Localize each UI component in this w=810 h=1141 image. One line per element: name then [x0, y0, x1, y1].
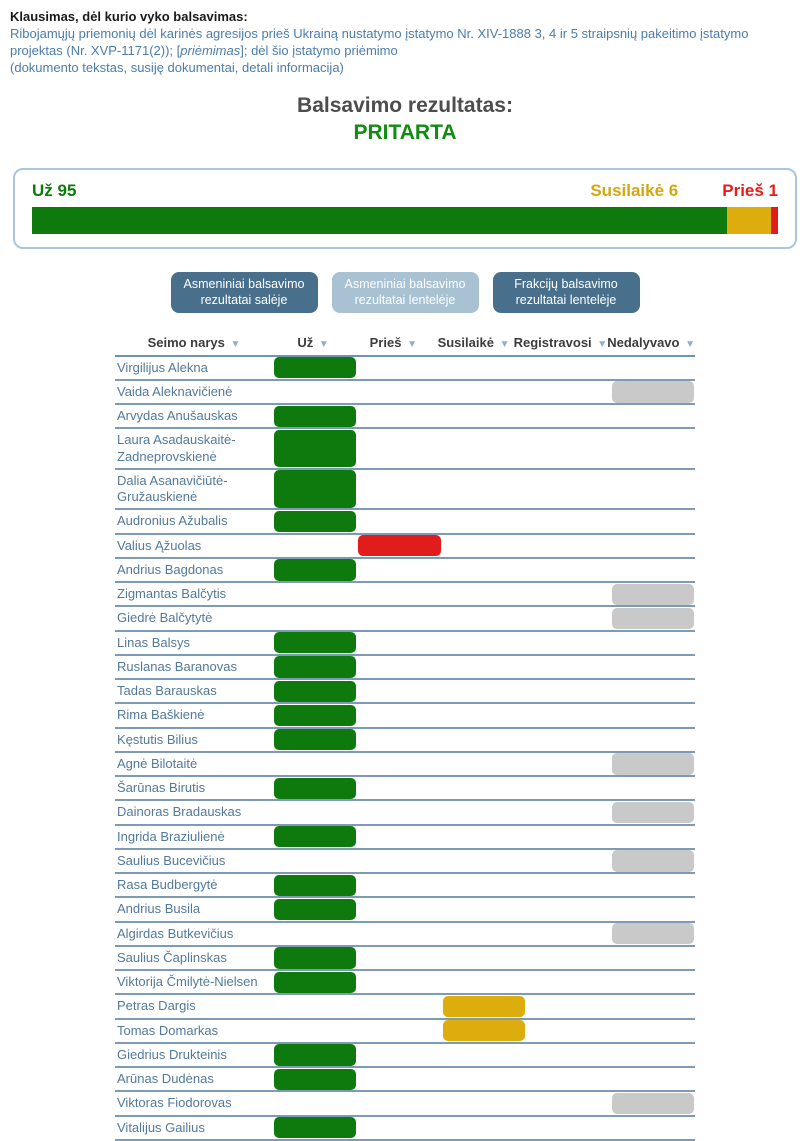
vote-cell-pries — [357, 357, 441, 379]
vote-cell-nedalyvavo — [611, 923, 695, 945]
vote-cell-susilaike — [442, 583, 526, 605]
vote-cell-uz — [273, 971, 357, 993]
vote-cell-nedalyvavo — [611, 753, 695, 775]
vote-cell-pries — [357, 583, 441, 605]
vote-bar-nedalyvavo — [612, 584, 694, 605]
table-row — [115, 923, 695, 947]
column-header-seimo-narys[interactable]: Seimo narys ▼ — [147, 334, 241, 350]
vote-bar-nedalyvavo — [612, 608, 694, 629]
vote-cell-uz — [273, 1092, 357, 1114]
summary-labels — [32, 181, 778, 201]
sort-down-icon: ▼ — [407, 338, 417, 350]
vote-cell-uz — [273, 559, 357, 581]
vote-bar-uz — [274, 470, 356, 508]
summary-bar-pries — [771, 207, 778, 234]
vote-cell-nedalyvavo — [611, 1068, 695, 1090]
vote-bar-nedalyvavo — [612, 850, 694, 871]
sort-down-icon: ▼ — [318, 338, 329, 350]
table-row — [115, 971, 695, 995]
vote-cell-uz — [273, 357, 357, 379]
question-label: Klausimas, dėl kurio vyko balsavimas: — [10, 9, 248, 24]
vote-bar-nedalyvavo — [612, 923, 694, 944]
vote-cell-pries — [357, 656, 441, 678]
vote-cell-uz — [273, 510, 357, 532]
vote-cell-pries — [357, 1117, 441, 1139]
vote-cell-registravosi — [526, 704, 610, 726]
member-name-link[interactable]: Valius Ąžuolas — [117, 537, 202, 553]
vote-cell-nedalyvavo — [611, 898, 695, 920]
member-name-link[interactable]: Zigmantas Balčytis — [117, 586, 227, 602]
column-header-susilaike[interactable]: Susilaikė ▼ — [437, 334, 510, 350]
vote-cell-pries — [357, 923, 441, 945]
member-name-link[interactable]: Rima Baškienė — [117, 707, 205, 723]
vote-cell-registravosi — [526, 510, 610, 532]
table-row — [115, 583, 695, 607]
vote-cell-nedalyvavo — [611, 947, 695, 969]
personal-results-table-button[interactable]: Asmeniniai balsavimo rezultatai lentelėje — [332, 272, 479, 313]
vote-bar-uz — [274, 1069, 356, 1090]
vote-cell-nedalyvavo — [611, 535, 695, 557]
vote-cell-pries — [357, 405, 441, 427]
vote-cell-registravosi — [526, 729, 610, 751]
vote-cell-pries — [357, 535, 441, 557]
vote-cell-uz — [273, 995, 357, 1017]
vote-cell-uz — [273, 535, 357, 557]
member-name-link[interactable]: Vitalijus Gailius — [117, 1119, 205, 1135]
vote-cell-nedalyvavo — [611, 704, 695, 726]
vote-cell-pries — [357, 898, 441, 920]
member-name-link[interactable]: Tomas Domarkas — [117, 1022, 219, 1038]
vote-bar-nedalyvavo — [612, 802, 694, 823]
vote-cell-nedalyvavo — [611, 971, 695, 993]
vote-cell-nedalyvavo — [611, 656, 695, 678]
vote-cell-uz — [273, 429, 357, 468]
vote-bar-uz — [274, 729, 356, 750]
vote-cell-registravosi — [526, 947, 610, 969]
vote-bar-uz — [274, 1117, 356, 1138]
vote-bar-uz — [274, 826, 356, 847]
result-title: Balsavimo rezultatas: — [297, 93, 513, 117]
sort-down-icon: ▼ — [685, 338, 695, 350]
question-text — [10, 25, 800, 59]
vote-bar-pries — [358, 535, 440, 556]
vote-cell-registravosi — [526, 971, 610, 993]
vote-cell-pries — [357, 801, 441, 823]
vote-cell-uz — [273, 405, 357, 427]
vote-cell-nedalyvavo — [611, 1117, 695, 1139]
member-name-link[interactable]: Viktoras Fiodorovas — [117, 1095, 232, 1111]
vote-cell-susilaike — [442, 753, 526, 775]
vote-cell-registravosi — [526, 1020, 610, 1042]
vote-cell-uz — [273, 680, 357, 702]
member-name-link[interactable]: Dalia Asanavičiūtė-Gružauskienė — [117, 472, 228, 505]
vote-cell-pries — [357, 632, 441, 654]
vote-cell-registravosi — [526, 1044, 610, 1066]
vote-cell-pries — [357, 777, 441, 799]
vote-cell-susilaike — [442, 826, 526, 848]
vote-cell-pries — [357, 1068, 441, 1090]
table-row — [115, 429, 695, 470]
vote-cell-registravosi — [526, 559, 610, 581]
vote-cell-susilaike — [442, 1092, 526, 1114]
vote-bar-susilaike — [443, 1020, 525, 1041]
member-name-link[interactable]: Laura Asadauskaitė-Zadneprovskienė — [117, 432, 236, 464]
vote-cell-registravosi — [526, 1117, 610, 1139]
member-name-link[interactable]: Dainoras Bradauskas — [117, 804, 242, 820]
vote-cell-uz — [273, 850, 357, 872]
table-row — [115, 680, 695, 704]
table-row — [115, 1117, 695, 1141]
table-row — [115, 1044, 695, 1068]
vote-cell-registravosi — [526, 898, 610, 920]
vote-cell-uz — [273, 632, 357, 654]
detailed-info-link[interactable]: detali informacija — [242, 60, 340, 76]
vote-cell-susilaike — [442, 923, 526, 945]
table-row — [115, 729, 695, 753]
vote-cell-registravosi — [526, 405, 610, 427]
vote-cell-registravosi — [526, 874, 610, 896]
vote-cell-susilaike — [442, 874, 526, 896]
vote-cell-susilaike — [442, 1117, 526, 1139]
vote-cell-susilaike — [442, 777, 526, 799]
member-name-link[interactable]: Viktorija Čmilytė-Nielsen — [117, 974, 258, 990]
vote-cell-nedalyvavo — [611, 381, 695, 403]
vote-cell-uz — [273, 923, 357, 945]
table-row — [115, 753, 695, 777]
vote-cell-susilaike — [442, 607, 526, 629]
vote-cell-susilaike — [442, 559, 526, 581]
vote-bar-uz — [274, 357, 356, 378]
table-row — [115, 995, 695, 1019]
vote-cell-nedalyvavo — [611, 357, 695, 379]
summary-pries-label: Prieš 1 — [722, 180, 778, 200]
member-name-link[interactable]: Linas Balsys — [117, 634, 190, 650]
vote-cell-pries — [357, 559, 441, 581]
table-row — [115, 405, 695, 429]
vote-cell-registravosi — [526, 583, 610, 605]
vote-cell-uz — [273, 874, 357, 896]
question-block — [0, 0, 810, 77]
vote-cell-susilaike — [442, 1044, 526, 1066]
member-name-link[interactable]: Tadas Barauskas — [117, 683, 217, 699]
table-row — [115, 1020, 695, 1044]
vote-cell-nedalyvavo — [611, 874, 695, 896]
vote-cell-pries — [357, 470, 441, 509]
vote-bar-uz — [274, 559, 356, 580]
vote-cell-uz — [273, 583, 357, 605]
result-outcome: PRITARTA — [353, 120, 457, 144]
vote-cell-susilaike — [442, 632, 526, 654]
vote-cell-susilaike — [442, 510, 526, 532]
vote-cell-susilaike — [442, 1020, 526, 1042]
table-row — [115, 801, 695, 825]
summary-bar-susilaike — [727, 207, 771, 234]
table-row — [115, 559, 695, 583]
vote-cell-uz — [273, 607, 357, 629]
vote-bar-nedalyvavo — [612, 381, 694, 402]
vote-cell-registravosi — [526, 801, 610, 823]
member-name-link[interactable]: Saulius Čaplinskas — [117, 949, 227, 965]
vote-cell-registravosi — [526, 826, 610, 848]
vote-cell-uz — [273, 1068, 357, 1090]
vote-cell-registravosi — [526, 357, 610, 379]
vote-cell-nedalyvavo — [611, 607, 695, 629]
vote-cell-nedalyvavo — [611, 729, 695, 751]
vote-cell-susilaike — [442, 381, 526, 403]
vote-cell-uz — [273, 1020, 357, 1042]
member-name-link[interactable]: Agnė Bilotaitė — [117, 755, 198, 771]
vote-cell-pries — [357, 1092, 441, 1114]
vote-bar-uz — [274, 656, 356, 677]
vote-cell-pries — [357, 874, 441, 896]
vote-cell-pries — [357, 607, 441, 629]
vote-cell-pries — [357, 753, 441, 775]
vote-cell-susilaike — [442, 704, 526, 726]
member-name-link[interactable]: Kęstutis Bilius — [117, 731, 198, 747]
vote-cell-registravosi — [526, 607, 610, 629]
vote-cell-nedalyvavo — [611, 850, 695, 872]
vote-cell-registravosi — [526, 381, 610, 403]
table-row — [115, 381, 695, 405]
member-name-link[interactable]: Vaida Aleknavičienė — [117, 383, 233, 399]
member-name-link[interactable]: Giedrius Drukteinis — [117, 1046, 227, 1062]
vote-cell-registravosi — [526, 680, 610, 702]
vote-cell-nedalyvavo — [611, 801, 695, 823]
vote-cell-susilaike — [442, 429, 526, 468]
vote-bar-uz — [274, 511, 356, 532]
vote-cell-susilaike — [442, 947, 526, 969]
vote-cell-registravosi — [526, 632, 610, 654]
vote-cell-uz — [273, 753, 357, 775]
vote-cell-registravosi — [526, 1092, 610, 1114]
table-row — [115, 947, 695, 971]
member-name-link[interactable]: Arvydas Anušauskas — [117, 408, 238, 424]
member-name-link[interactable]: Ruslanas Baranovas — [117, 658, 237, 674]
vote-cell-registravosi — [526, 777, 610, 799]
vote-cell-susilaike — [442, 729, 526, 751]
vote-cell-nedalyvavo — [611, 680, 695, 702]
sort-down-icon: ▼ — [230, 338, 241, 350]
summary-bar-uz — [32, 207, 727, 234]
vote-cell-registravosi — [526, 656, 610, 678]
column-header-pries[interactable]: Prieš ▼ — [369, 334, 417, 350]
vote-cell-pries — [357, 850, 441, 872]
vote-bar-uz — [274, 430, 356, 468]
vote-cell-pries — [357, 680, 441, 702]
vote-cell-susilaike — [442, 535, 526, 557]
vote-cell-nedalyvavo — [611, 583, 695, 605]
vote-cell-registravosi — [526, 923, 610, 945]
vote-cell-susilaike — [442, 898, 526, 920]
member-name-link[interactable]: Šarūnas Birutis — [117, 780, 206, 796]
vote-cell-pries — [357, 1020, 441, 1042]
faction-results-table-button[interactable]: Frakcijų balsavimo rezultatai lentelėje — [493, 272, 640, 313]
vote-cell-uz — [273, 704, 357, 726]
result-heading — [0, 94, 810, 145]
vote-cell-pries — [357, 947, 441, 969]
table-row — [115, 1092, 695, 1116]
vote-cell-susilaike — [442, 357, 526, 379]
vote-cell-pries — [357, 429, 441, 468]
vote-cell-uz — [273, 729, 357, 751]
vote-cell-nedalyvavo — [611, 1092, 695, 1114]
vote-cell-nedalyvavo — [611, 559, 695, 581]
vote-cell-registravosi — [526, 429, 610, 468]
table-row — [115, 607, 695, 631]
vote-bar-uz — [274, 899, 356, 920]
vote-cell-uz — [273, 1117, 357, 1139]
vote-cell-susilaike — [442, 470, 526, 509]
member-name-link[interactable]: Andrius Bagdonas — [117, 561, 224, 577]
vote-cell-registravosi — [526, 753, 610, 775]
table-row — [115, 826, 695, 850]
vote-bar-nedalyvavo — [612, 1093, 694, 1114]
vote-bar-susilaike — [443, 996, 525, 1017]
vote-cell-nedalyvavo — [611, 1044, 695, 1066]
vote-bar-uz — [274, 1044, 356, 1065]
vote-cell-susilaike — [442, 995, 526, 1017]
vote-cell-registravosi — [526, 535, 610, 557]
member-name-link[interactable]: Petras Dargis — [117, 998, 196, 1014]
summary-uz-label: Už 95 — [32, 180, 77, 200]
vote-cell-uz — [273, 826, 357, 848]
results-table — [115, 335, 695, 1141]
law-project-link[interactable]: Ribojamųjų priemonių dėl karinės agresijos prieš Ukrainą nustatymo įstatymo Nr. XIV-1888 3, 4 ir 5 straipsnių pakeitimo įstatymo projektas (Nr. XVP-1171(2)); [priėmimas]; dėl šio įstatymo priėmimo — [10, 26, 749, 59]
member-name-link[interactable]: Ingrida Braziulienė — [117, 828, 225, 844]
vote-bar-nedalyvavo — [612, 753, 694, 774]
table-row — [115, 535, 695, 559]
results-table-body — [115, 357, 695, 1141]
summary-susilaike-label: Susilaikė 6 — [590, 180, 679, 200]
member-name-link[interactable]: Audronius Ažubalis — [117, 513, 228, 529]
vote-cell-registravosi — [526, 995, 610, 1017]
question-stage: priėmimas — [180, 43, 241, 59]
vote-cell-pries — [357, 510, 441, 532]
vote-cell-nedalyvavo — [611, 777, 695, 799]
document-links-line: (dokumento tekstas, susiję dokumentai, detali informacija) — [10, 60, 344, 76]
vote-cell-pries — [357, 995, 441, 1017]
table-row — [115, 656, 695, 680]
table-row — [115, 777, 695, 801]
vote-cell-registravosi — [526, 850, 610, 872]
vote-cell-pries — [357, 704, 441, 726]
vote-cell-susilaike — [442, 680, 526, 702]
table-row — [115, 874, 695, 898]
summary-stacked-bar — [32, 207, 778, 234]
vote-cell-pries — [357, 826, 441, 848]
vote-cell-nedalyvavo — [611, 1020, 695, 1042]
vote-summary-box — [13, 168, 797, 249]
document-text-link[interactable]: dokumento tekstas — [14, 60, 124, 76]
vote-cell-uz — [273, 656, 357, 678]
member-name-link[interactable]: Rasa Budbergytė — [117, 877, 218, 893]
column-header-nedalyvavo[interactable]: Nedalyvavo ▼ — [607, 334, 695, 350]
vote-cell-uz — [273, 898, 357, 920]
vote-cell-nedalyvavo — [611, 510, 695, 532]
table-row — [115, 1068, 695, 1092]
member-name-link[interactable]: Andrius Busila — [117, 901, 201, 917]
column-header-registravosi[interactable]: Registravosi ▼ — [513, 334, 608, 350]
related-documents-link[interactable]: susiję dokumentai — [130, 60, 235, 76]
vote-bar-uz — [274, 875, 356, 896]
vote-bar-uz — [274, 681, 356, 702]
table-row — [115, 632, 695, 656]
vote-cell-pries — [357, 1044, 441, 1066]
member-name-link[interactable]: Virgilijus Alekna — [117, 359, 208, 375]
vote-cell-susilaike — [442, 405, 526, 427]
vote-cell-nedalyvavo — [611, 470, 695, 509]
vote-cell-nedalyvavo — [611, 429, 695, 468]
vote-bar-uz — [274, 947, 356, 968]
vote-bar-uz — [274, 972, 356, 993]
table-row — [115, 704, 695, 728]
vote-cell-registravosi — [526, 470, 610, 509]
vote-cell-uz — [273, 1044, 357, 1066]
vote-cell-susilaike — [442, 801, 526, 823]
table-row — [115, 510, 695, 534]
vote-cell-pries — [357, 971, 441, 993]
personal-results-hall-button[interactable]: Asmeniniai balsavimo rezultatai salėje — [171, 272, 318, 313]
view-buttons-row — [0, 272, 810, 313]
member-name-link[interactable]: Saulius Bucevičius — [117, 852, 226, 868]
vote-cell-nedalyvavo — [611, 826, 695, 848]
vote-cell-uz — [273, 947, 357, 969]
vote-cell-nedalyvavo — [611, 995, 695, 1017]
vote-cell-nedalyvavo — [611, 405, 695, 427]
vote-cell-pries — [357, 729, 441, 751]
vote-cell-susilaike — [442, 850, 526, 872]
vote-bar-uz — [274, 632, 356, 653]
member-name-link[interactable]: Arūnas Dudėnas — [117, 1071, 214, 1087]
table-row — [115, 898, 695, 922]
vote-cell-uz — [273, 801, 357, 823]
member-name-link[interactable]: Algirdas Butkevičius — [117, 925, 234, 941]
sort-down-icon: ▼ — [597, 338, 608, 350]
vote-bar-uz — [274, 406, 356, 427]
vote-cell-registravosi — [526, 1068, 610, 1090]
vote-cell-susilaike — [442, 971, 526, 993]
vote-cell-uz — [273, 777, 357, 799]
vote-cell-susilaike — [442, 1068, 526, 1090]
vote-cell-uz — [273, 381, 357, 403]
member-name-link[interactable]: Giedrė Balčytytė — [117, 610, 213, 626]
table-row — [115, 470, 695, 511]
results-table-header — [115, 335, 695, 357]
vote-bar-uz — [274, 705, 356, 726]
table-row — [115, 850, 695, 874]
vote-bar-uz — [274, 778, 356, 799]
column-header-uz[interactable]: Už ▼ — [297, 334, 329, 350]
vote-cell-uz — [273, 470, 357, 509]
sort-down-icon: ▼ — [499, 338, 510, 350]
vote-cell-susilaike — [442, 656, 526, 678]
vote-cell-nedalyvavo — [611, 632, 695, 654]
vote-cell-pries — [357, 381, 441, 403]
table-row — [115, 357, 695, 381]
